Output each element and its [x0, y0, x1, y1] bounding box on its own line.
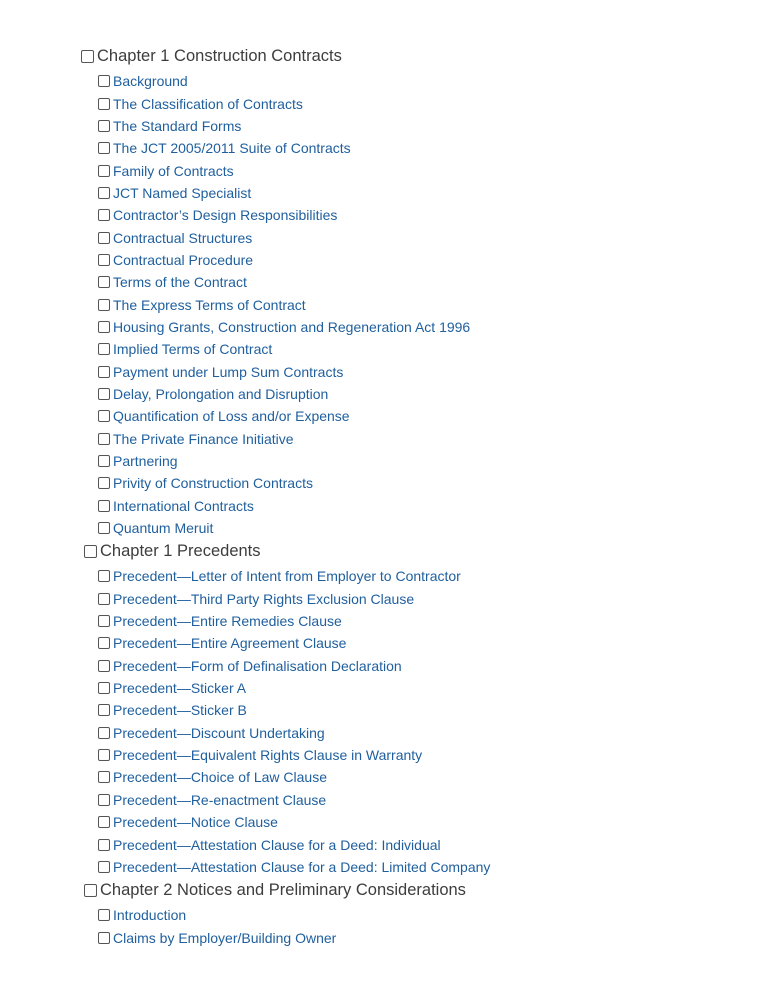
- item-link[interactable]: Quantum Meruit: [113, 520, 214, 537]
- item-link[interactable]: Housing Grants, Construction and Regeneration Act 1996: [113, 318, 471, 335]
- item-link[interactable]: Precedent—Entire Remedies Clause: [113, 613, 342, 630]
- list-item[interactable]: [98, 405, 768, 427]
- item-link[interactable]: Precedent—Re-enactment Clause: [113, 791, 327, 808]
- item-link[interactable]: Precedent—Sticker A: [113, 680, 247, 697]
- item-link[interactable]: Contractor’s Design Responsibilities: [113, 207, 338, 224]
- list-item[interactable]: [98, 316, 768, 338]
- item-link[interactable]: Precedent—Attestation Clause for a Deed: Individual: [113, 836, 441, 853]
- item-checkbox[interactable]: [98, 366, 110, 378]
- list-item[interactable]: [98, 699, 768, 721]
- chapter-checkbox[interactable]: [81, 50, 94, 63]
- chapter-1-precedents-items: [0, 565, 768, 878]
- list-item[interactable]: [98, 766, 768, 788]
- item-checkbox[interactable]: [98, 209, 110, 221]
- item-checkbox[interactable]: [98, 75, 110, 87]
- list-item[interactable]: [98, 495, 768, 517]
- item-checkbox[interactable]: [98, 410, 110, 422]
- item-link[interactable]: Payment under Lump Sum Contracts: [113, 363, 344, 380]
- chapter-title: Chapter 1 Precedents: [100, 541, 261, 560]
- chapter-heading[interactable]: [84, 539, 768, 563]
- list-item[interactable]: [98, 360, 768, 382]
- item-checkbox[interactable]: [98, 682, 110, 694]
- item-checkbox[interactable]: [98, 276, 110, 288]
- item-checkbox[interactable]: [98, 299, 110, 311]
- list-item[interactable]: [98, 655, 768, 677]
- list-item[interactable]: [98, 182, 768, 204]
- item-link[interactable]: Background: [113, 73, 188, 90]
- item-link[interactable]: Contractual Structures: [113, 229, 253, 246]
- list-item[interactable]: [98, 789, 768, 811]
- item-link[interactable]: Precedent—Notice Clause: [113, 814, 278, 831]
- item-checkbox[interactable]: [98, 909, 110, 921]
- item-checkbox[interactable]: [98, 861, 110, 873]
- item-link[interactable]: Claims by Employer/Building Owner: [113, 929, 337, 946]
- list-item[interactable]: [98, 632, 768, 654]
- item-checkbox[interactable]: [98, 615, 110, 627]
- item-link[interactable]: JCT Named Specialist: [113, 184, 252, 201]
- list-item[interactable]: [98, 226, 768, 248]
- item-checkbox[interactable]: [98, 477, 110, 489]
- item-checkbox[interactable]: [98, 637, 110, 649]
- list-item[interactable]: [98, 811, 768, 833]
- item-link[interactable]: Terms of the Contract: [113, 274, 247, 291]
- list-item[interactable]: [98, 517, 768, 539]
- list-item[interactable]: [98, 70, 768, 92]
- chapter-checkbox[interactable]: [84, 884, 97, 897]
- item-checkbox[interactable]: [98, 660, 110, 672]
- item-checkbox[interactable]: [98, 455, 110, 467]
- item-link[interactable]: Precedent—Discount Undertaking: [113, 724, 325, 741]
- item-link[interactable]: Precedent—Equivalent Rights Clause in Warranty: [113, 747, 423, 764]
- list-item[interactable]: [98, 588, 768, 610]
- item-link[interactable]: Precedent—Form of Definalisation Declaration: [113, 657, 402, 674]
- list-item[interactable]: [98, 565, 768, 587]
- chapter-checkbox[interactable]: [84, 545, 97, 558]
- list-item[interactable]: [98, 904, 768, 926]
- list-item[interactable]: [98, 249, 768, 271]
- list-item[interactable]: [98, 610, 768, 632]
- list-item[interactable]: [98, 293, 768, 315]
- list-item[interactable]: [98, 450, 768, 472]
- item-checkbox[interactable]: [98, 570, 110, 582]
- list-item[interactable]: [98, 926, 768, 948]
- item-checkbox[interactable]: [98, 704, 110, 716]
- item-checkbox[interactable]: [98, 727, 110, 739]
- list-item[interactable]: [98, 833, 768, 855]
- item-link[interactable]: Delay, Prolongation and Disruption: [113, 385, 329, 402]
- item-link[interactable]: The JCT 2005/2011 Suite of Contracts: [113, 140, 351, 157]
- list-item[interactable]: [98, 92, 768, 114]
- chapter-heading[interactable]: [84, 878, 768, 902]
- item-link[interactable]: Family of Contracts: [113, 162, 234, 179]
- item-link[interactable]: Implied Terms of Contract: [113, 341, 273, 358]
- item-link[interactable]: The Private Finance Initiative: [113, 430, 294, 447]
- chapter-title: Chapter 2 Notices and Preliminary Considerations: [100, 880, 466, 899]
- item-link[interactable]: Introduction: [113, 907, 187, 924]
- item-checkbox[interactable]: [98, 433, 110, 445]
- chapter-2-items: [0, 904, 768, 949]
- item-link[interactable]: International Contracts: [113, 497, 254, 514]
- list-item[interactable]: [98, 204, 768, 226]
- item-checkbox[interactable]: [98, 321, 110, 333]
- item-link[interactable]: Precedent—Choice of Law Clause: [113, 769, 328, 786]
- item-link[interactable]: The Express Terms of Contract: [113, 296, 306, 313]
- chapter-1-items: [0, 70, 768, 539]
- item-checkbox[interactable]: [98, 343, 110, 355]
- chapter-heading[interactable]: [81, 44, 768, 68]
- item-link[interactable]: The Standard Forms: [113, 117, 242, 134]
- item-checkbox[interactable]: [98, 816, 110, 828]
- item-link[interactable]: Partnering: [113, 453, 178, 470]
- item-link[interactable]: Quantification of Loss and/or Expense: [113, 408, 350, 425]
- list-item[interactable]: [98, 159, 768, 181]
- chapter-title: Chapter 1 Construction Contracts: [97, 46, 342, 65]
- item-checkbox[interactable]: [98, 500, 110, 512]
- list-item[interactable]: [98, 115, 768, 137]
- list-item[interactable]: [98, 383, 768, 405]
- list-item[interactable]: [98, 677, 768, 699]
- item-checkbox[interactable]: [98, 165, 110, 177]
- item-checkbox[interactable]: [98, 232, 110, 244]
- item-checkbox[interactable]: [98, 932, 110, 944]
- item-checkbox[interactable]: [98, 839, 110, 851]
- list-item[interactable]: [98, 137, 768, 159]
- item-checkbox[interactable]: [98, 98, 110, 110]
- item-checkbox[interactable]: [98, 593, 110, 605]
- item-checkbox[interactable]: [98, 254, 110, 266]
- item-checkbox[interactable]: [98, 749, 110, 761]
- item-link[interactable]: Precedent—Third Party Rights Exclusion Clause: [113, 590, 415, 607]
- list-item[interactable]: [98, 428, 768, 450]
- item-link[interactable]: The Classification of Contracts: [113, 95, 303, 112]
- item-checkbox[interactable]: [98, 187, 110, 199]
- item-link[interactable]: Contractual Procedure: [113, 251, 254, 268]
- list-item[interactable]: [98, 271, 768, 293]
- list-item[interactable]: [98, 722, 768, 744]
- item-checkbox[interactable]: [98, 522, 110, 534]
- item-checkbox[interactable]: [98, 120, 110, 132]
- item-checkbox[interactable]: [98, 388, 110, 400]
- item-link[interactable]: Precedent—Sticker B: [113, 702, 247, 719]
- item-checkbox[interactable]: [98, 142, 110, 154]
- item-checkbox[interactable]: [98, 794, 110, 806]
- item-link[interactable]: Precedent—Letter of Intent from Employer to Contractor: [113, 568, 461, 585]
- item-link[interactable]: Precedent—Attestation Clause for a Deed: Limited Company: [113, 858, 491, 875]
- list-item[interactable]: [98, 338, 768, 360]
- item-checkbox[interactable]: [98, 771, 110, 783]
- item-link[interactable]: Privity of Construction Contracts: [113, 475, 313, 492]
- list-item[interactable]: [98, 744, 768, 766]
- item-link[interactable]: Precedent—Entire Agreement Clause: [113, 635, 347, 652]
- list-item[interactable]: [98, 472, 768, 494]
- list-item[interactable]: [98, 856, 768, 878]
